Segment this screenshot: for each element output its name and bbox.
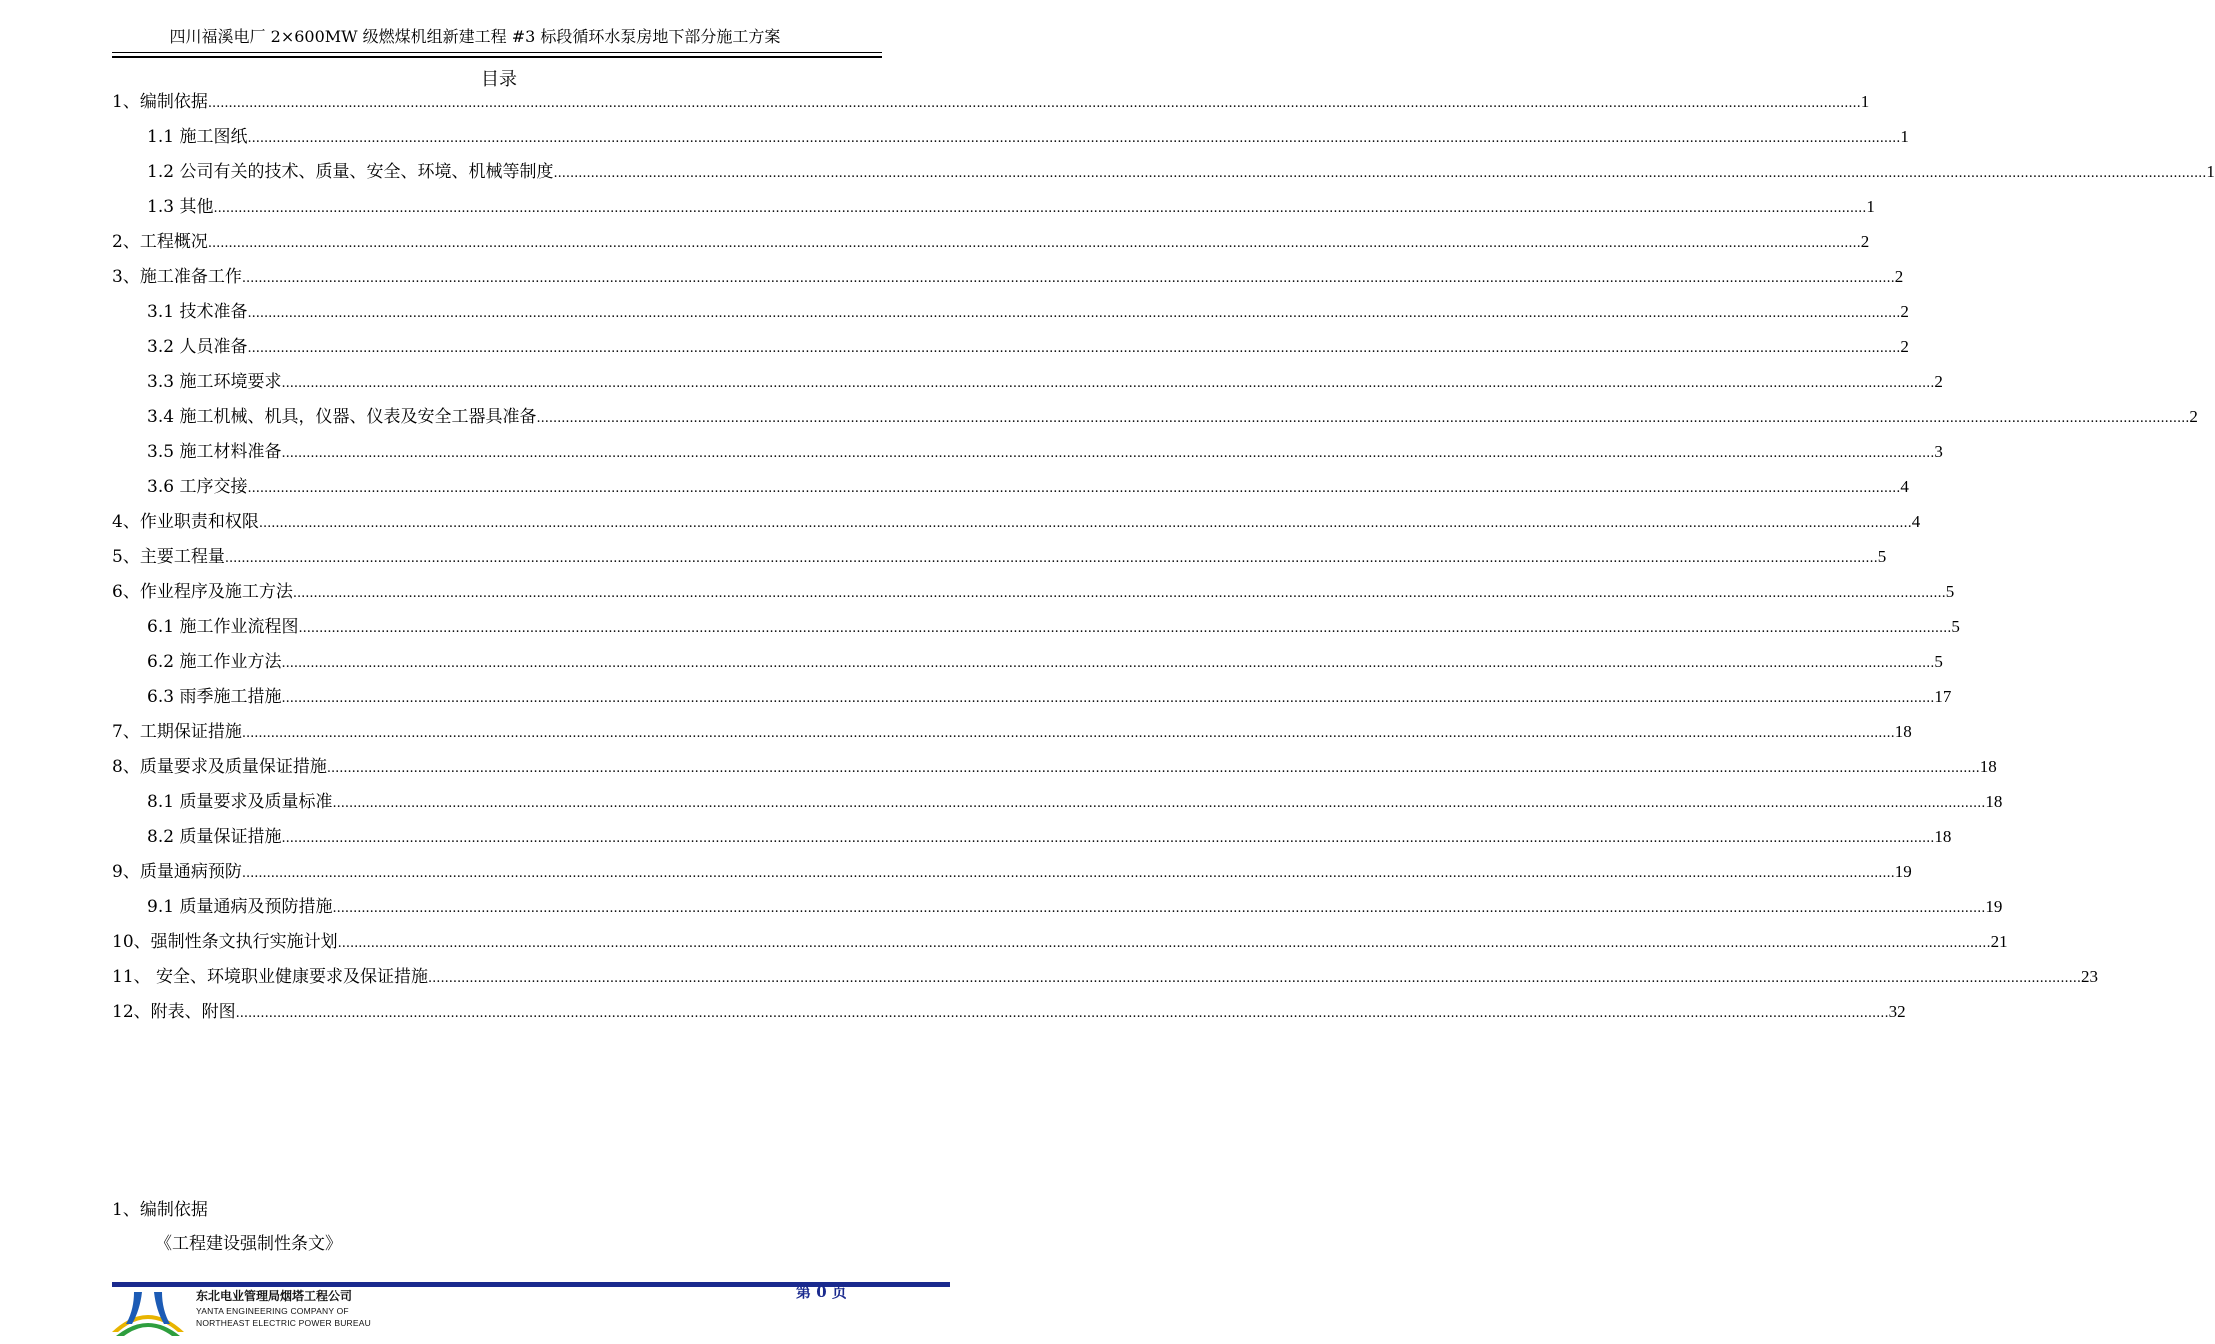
toc-leader-dots: ................................................................................................................................................................................................................................................................................................................................................................................................................ bbox=[247, 341, 1901, 356]
company-name-cn: 东北电业管理局烟塔工程公司 bbox=[196, 1289, 353, 1303]
toc-entry[interactable] bbox=[112, 263, 1904, 298]
toc-entry-page: 18 bbox=[1979, 757, 1997, 776]
table-of-contents bbox=[112, 88, 2215, 1033]
toc-entry-page: 2 bbox=[1860, 232, 1870, 251]
toc-entry-page: 5 bbox=[1945, 582, 1955, 601]
toc-leader-dots: ................................................................................................................................................................................................................................................................................................................................................................................................................ bbox=[337, 936, 1991, 951]
toc-leader-dots: ................................................................................................................................................................................................................................................................................................................................................................................................................ bbox=[281, 376, 1935, 391]
toc-leader-dots: ................................................................................................................................................................................................................................................................................................................................................................................................................ bbox=[292, 586, 1946, 601]
toc-entry-page: 19 bbox=[1894, 862, 1912, 881]
toc-entry-label: 10、强制性条文执行实施计划 bbox=[112, 932, 338, 952]
toc-entry-page: 18 bbox=[1894, 722, 1912, 741]
toc-entry-label: 8.1 质量要求及质量标准 bbox=[147, 792, 333, 812]
page-number: 第 0 页 bbox=[796, 1283, 847, 1301]
toc-entry[interactable] bbox=[112, 158, 2215, 193]
toc-entry-page: 1 bbox=[1860, 92, 1870, 111]
toc-entry-page: 2 bbox=[1900, 302, 1909, 321]
toc-entry[interactable] bbox=[112, 928, 2008, 963]
toc-entry[interactable] bbox=[112, 613, 1960, 648]
toc-leader-dots: ................................................................................................................................................................................................................................................................................................................................................................................................................ bbox=[235, 1006, 1889, 1021]
toc-leader-dots: ................................................................................................................................................................................................................................................................................................................................................................................................................ bbox=[298, 621, 1952, 636]
toc-entry[interactable] bbox=[112, 788, 2003, 823]
toc-entry-label: 3.4 施工机械、机具，仪器、仪表及安全工器具准备 bbox=[147, 407, 537, 427]
toc-entry[interactable] bbox=[112, 823, 1952, 858]
toc-leader-dots: ................................................................................................................................................................................................................................................................................................................................................................................................................ bbox=[281, 446, 1935, 461]
toc-leader-dots: ................................................................................................................................................................................................................................................................................................................................................................................................................ bbox=[536, 411, 2190, 426]
toc-entry-label: 6.1 施工作业流程图 bbox=[147, 617, 299, 637]
toc-entry-label: 2、工程概况 bbox=[112, 232, 208, 252]
toc-entry-label: 12、附表、附图 bbox=[112, 1002, 236, 1022]
toc-entry-label: 1.3 其他 bbox=[147, 197, 214, 217]
toc-entry-label: 8、质量要求及质量保证措施 bbox=[112, 757, 327, 777]
toc-entry-page: 5 bbox=[1934, 652, 1943, 671]
toc-title: 目录 bbox=[481, 69, 517, 90]
toc-entry[interactable] bbox=[112, 508, 1921, 543]
header-rule bbox=[112, 52, 882, 53]
toc-leader-dots: ................................................................................................................................................................................................................................................................................................................................................................................................................ bbox=[247, 306, 1901, 321]
toc-entry[interactable] bbox=[112, 298, 1909, 333]
toc-entry-label: 1、编制依据 bbox=[112, 92, 208, 112]
toc-entry[interactable] bbox=[112, 893, 2003, 928]
toc-entry-label: 11、 安全、环境职业健康要求及保证措施 bbox=[112, 967, 429, 987]
toc-entry[interactable] bbox=[112, 998, 1906, 1033]
toc-leader-dots: ................................................................................................................................................................................................................................................................................................................................................................................................................ bbox=[428, 971, 2081, 986]
toc-entry-label: 3.1 技术准备 bbox=[147, 302, 248, 322]
toc-leader-dots: ................................................................................................................................................................................................................................................................................................................................................................................................................ bbox=[213, 201, 1867, 216]
header-rule-thick bbox=[112, 56, 882, 58]
toc-entry-label: 6.3 雨季施工措施 bbox=[147, 687, 282, 707]
section-heading: 1、编制依据 bbox=[112, 1200, 208, 1220]
toc-leader-dots: ................................................................................................................................................................................................................................................................................................................................................................................................................ bbox=[241, 271, 1895, 286]
toc-entry-label: 1.2 公司有关的技术、质量、安全、环境、机械等制度 bbox=[147, 162, 554, 182]
toc-leader-dots: ................................................................................................................................................................................................................................................................................................................................................................................................................ bbox=[281, 691, 1935, 706]
body-paragraph: 《工程建设强制性条文》 bbox=[155, 1234, 342, 1254]
toc-entry-label: 6、作业程序及施工方法 bbox=[112, 582, 293, 602]
toc-entry-page: 2 bbox=[1934, 372, 1943, 391]
toc-entry-label: 6.2 施工作业方法 bbox=[147, 652, 282, 672]
toc-entry-page: 1 bbox=[1866, 197, 1875, 216]
toc-entry-page: 32 bbox=[1888, 1002, 1906, 1021]
toc-entry-label: 3.3 施工环境要求 bbox=[147, 372, 282, 392]
toc-entry[interactable] bbox=[112, 228, 1870, 263]
toc-entry-page: 5 bbox=[1951, 617, 1960, 636]
toc-leader-dots: ................................................................................................................................................................................................................................................................................................................................................................................................................ bbox=[332, 796, 1986, 811]
toc-entry-label: 8.2 质量保证措施 bbox=[147, 827, 282, 847]
toc-leader-dots: ................................................................................................................................................................................................................................................................................................................................................................................................................ bbox=[207, 96, 1861, 111]
toc-leader-dots: ................................................................................................................................................................................................................................................................................................................................................................................................................ bbox=[241, 726, 1895, 741]
toc-entry-page: 4 bbox=[1911, 512, 1921, 531]
toc-entry-label: 9.1 质量通病及预防措施 bbox=[147, 897, 333, 917]
toc-leader-dots: ................................................................................................................................................................................................................................................................................................................................................................................................................ bbox=[553, 166, 2207, 181]
toc-entry-label: 1.1 施工图纸 bbox=[147, 127, 248, 147]
toc-leader-dots: ................................................................................................................................................................................................................................................................................................................................................................................................................ bbox=[224, 551, 1878, 566]
toc-entry-page: 2 bbox=[1894, 267, 1904, 286]
toc-leader-dots: ................................................................................................................................................................................................................................................................................................................................................................................................................ bbox=[332, 901, 1986, 916]
toc-entry[interactable] bbox=[112, 543, 1887, 578]
toc-entry[interactable] bbox=[112, 333, 1909, 368]
toc-entry-label: 3.2 人员准备 bbox=[147, 337, 248, 357]
toc-entry[interactable] bbox=[112, 438, 1943, 473]
toc-entry[interactable] bbox=[112, 683, 1952, 718]
toc-entry[interactable] bbox=[112, 753, 1997, 788]
toc-entry[interactable] bbox=[112, 123, 1909, 158]
toc-entry-label: 3.5 施工材料准备 bbox=[147, 442, 282, 462]
toc-leader-dots: ................................................................................................................................................................................................................................................................................................................................................................................................................ bbox=[207, 236, 1861, 251]
toc-entry-page: 18 bbox=[1934, 827, 1952, 846]
toc-entry[interactable] bbox=[112, 648, 1943, 683]
toc-entry-page: 5 bbox=[1877, 547, 1887, 566]
toc-entry[interactable] bbox=[112, 368, 1943, 403]
toc-entry-page: 17 bbox=[1934, 687, 1952, 706]
toc-entry-label: 9、质量通病预防 bbox=[112, 862, 242, 882]
header-title: 四川福溪电厂 2×600MW 级燃煤机组新建工程 #3 标段循环水泵房地下部分施工方案 bbox=[169, 27, 781, 46]
toc-entry-label: 3、施工准备工作 bbox=[112, 267, 242, 287]
toc-entry-label: 5、主要工程量 bbox=[112, 547, 225, 567]
toc-entry-page: 18 bbox=[1985, 792, 2003, 811]
toc-entry-page: 3 bbox=[1934, 442, 1943, 461]
toc-entry[interactable] bbox=[112, 403, 2198, 438]
toc-entry-label: 7、工期保证措施 bbox=[112, 722, 242, 742]
toc-entry[interactable] bbox=[112, 858, 1912, 893]
toc-entry[interactable] bbox=[112, 718, 1912, 753]
company-name-en-line2: NORTHEAST ELECTRIC POWER BUREAU bbox=[196, 1318, 371, 1328]
toc-entry-page: 1 bbox=[2206, 162, 2215, 181]
toc-entry-page: 2 bbox=[2189, 407, 2198, 426]
toc-leader-dots: ................................................................................................................................................................................................................................................................................................................................................................................................................ bbox=[241, 866, 1895, 881]
toc-leader-dots: ................................................................................................................................................................................................................................................................................................................................................................................................................ bbox=[247, 131, 1901, 146]
toc-entry[interactable] bbox=[112, 963, 2098, 998]
toc-entry-page: 19 bbox=[1985, 897, 2003, 916]
company-logo-icon bbox=[112, 1288, 184, 1336]
toc-entry-label: 3.6 工序交接 bbox=[147, 477, 248, 497]
toc-entry-page: 1 bbox=[1900, 127, 1909, 146]
toc-entry-label: 4、作业职责和权限 bbox=[112, 512, 259, 532]
toc-entry[interactable] bbox=[112, 473, 1909, 508]
toc-entry-page: 4 bbox=[1900, 477, 1909, 496]
toc-entry[interactable] bbox=[112, 193, 1875, 228]
toc-entry-page: 23 bbox=[2080, 967, 2098, 986]
toc-entry[interactable] bbox=[112, 88, 1870, 123]
toc-leader-dots: ................................................................................................................................................................................................................................................................................................................................................................................................................ bbox=[281, 831, 1935, 846]
toc-entry-page: 21 bbox=[1990, 932, 2008, 951]
toc-leader-dots: ................................................................................................................................................................................................................................................................................................................................................................................................................ bbox=[326, 761, 1980, 776]
toc-leader-dots: ................................................................................................................................................................................................................................................................................................................................................................................................................ bbox=[281, 656, 1935, 671]
toc-leader-dots: ................................................................................................................................................................................................................................................................................................................................................................................................................ bbox=[258, 516, 1912, 531]
toc-entry[interactable] bbox=[112, 578, 1955, 613]
toc-leader-dots: ................................................................................................................................................................................................................................................................................................................................................................................................................ bbox=[247, 481, 1901, 496]
toc-entry-page: 2 bbox=[1900, 337, 1909, 356]
company-name-en-line1: YANTA ENGINEERING COMPANY OF bbox=[196, 1306, 349, 1316]
